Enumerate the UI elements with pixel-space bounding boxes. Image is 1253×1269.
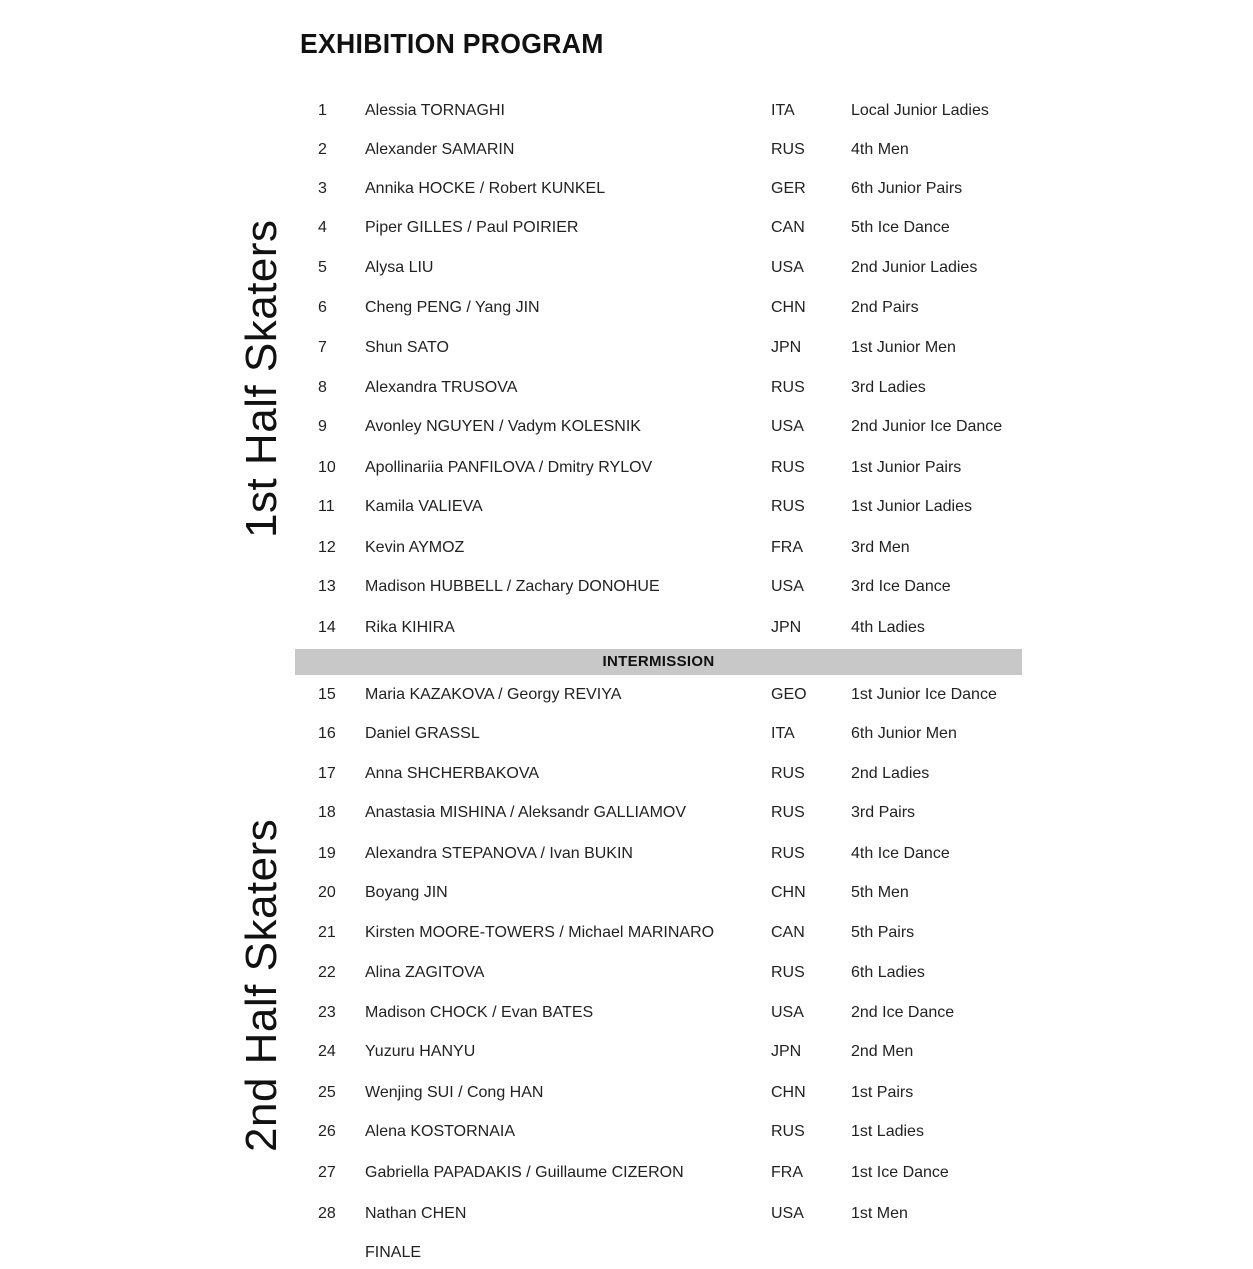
placement: 1st Pairs	[851, 1084, 914, 1101]
skate-order: 24	[318, 1043, 336, 1060]
program-row	[0, 1202, 1253, 1226]
placement: 3rd Ladies	[851, 379, 926, 396]
placement: 4th Ice Dance	[851, 845, 950, 862]
nation: RUS	[771, 964, 805, 981]
nation: JPN	[771, 1043, 802, 1060]
nation: USA	[771, 578, 804, 595]
skater-name: Shun SATO	[365, 339, 449, 356]
skater-name: Cheng PENG / Yang JIN	[365, 299, 540, 316]
program-row	[0, 1001, 1253, 1025]
placement: 2nd Junior Ice Dance	[851, 418, 1003, 435]
skater-name: Alexandra STEPANOVA / Ivan BUKIN	[365, 845, 633, 862]
program-row	[0, 1120, 1253, 1144]
skate-order: 1	[318, 102, 327, 119]
skate-order: 19	[318, 845, 336, 862]
program-row	[0, 683, 1253, 707]
skater-name: Gabriella PAPADAKIS / Guillaume CIZERON	[365, 1164, 684, 1181]
finale-label: FINALE	[365, 1244, 422, 1261]
program-row	[0, 961, 1253, 985]
program-row	[0, 842, 1253, 866]
program-row	[0, 801, 1253, 825]
nation: RUS	[771, 845, 805, 862]
skate-order: 20	[318, 884, 336, 901]
placement: 2nd Pairs	[851, 299, 919, 316]
program-row	[0, 616, 1253, 640]
placement: 1st Men	[851, 1205, 908, 1222]
program-row	[0, 1040, 1253, 1064]
skate-order: 9	[318, 418, 327, 435]
nation: RUS	[771, 765, 805, 782]
skater-name: Nathan CHEN	[365, 1205, 467, 1222]
skater-name: Madison HUBBELL / Zachary DONOHUE	[365, 578, 660, 595]
nation: CAN	[771, 924, 805, 941]
nation: RUS	[771, 1123, 805, 1140]
nation: USA	[771, 1004, 804, 1021]
placement: 5th Pairs	[851, 924, 915, 941]
skater-name: Kevin AYMOZ	[365, 539, 465, 556]
program-row	[0, 336, 1253, 360]
nation: USA	[771, 1205, 804, 1222]
placement: 2nd Men	[851, 1043, 914, 1060]
placement: 3rd Ice Dance	[851, 578, 951, 595]
placement: 4th Ladies	[851, 619, 925, 636]
program-row	[0, 536, 1253, 560]
placement: 1st Junior Pairs	[851, 459, 962, 476]
skater-name: Apollinariia PANFILOVA / Dmitry RYLOV	[365, 459, 653, 476]
skate-order: 12	[318, 539, 336, 556]
skate-order: 18	[318, 804, 336, 821]
program-row	[0, 881, 1253, 905]
nation: GER	[771, 180, 806, 197]
skate-order: 15	[318, 686, 336, 703]
program-row	[0, 376, 1253, 400]
skate-order: 14	[318, 619, 336, 636]
skate-order: 3	[318, 180, 327, 197]
skate-order: 2	[318, 141, 327, 158]
program-row	[0, 456, 1253, 480]
skater-name: Wenjing SUI / Cong HAN	[365, 1084, 544, 1101]
nation: ITA	[771, 102, 795, 119]
nation: ITA	[771, 725, 795, 742]
program-row	[0, 1161, 1253, 1185]
nation: RUS	[771, 379, 805, 396]
skater-name: Madison CHOCK / Evan BATES	[365, 1004, 594, 1021]
nation: RUS	[771, 498, 805, 515]
program-row	[0, 256, 1253, 280]
skater-name: Alina ZAGITOVA	[365, 964, 485, 981]
program-row	[0, 921, 1253, 945]
skater-name: Rika KIHIRA	[365, 619, 455, 636]
program-row	[0, 722, 1253, 746]
placement: 2nd Ice Dance	[851, 1004, 955, 1021]
placement: 6th Ladies	[851, 964, 925, 981]
skater-name: Anastasia MISHINA / Aleksandr GALLIAMOV	[365, 804, 687, 821]
nation: USA	[771, 259, 804, 276]
placement: 2nd Junior Ladies	[851, 259, 978, 276]
nation: CHN	[771, 1084, 806, 1101]
skater-name: Boyang JIN	[365, 884, 448, 901]
first-half-label: 1st Half Skaters	[237, 219, 286, 538]
nation: USA	[771, 418, 804, 435]
skate-order: 5	[318, 259, 327, 276]
nation: FRA	[771, 1164, 803, 1181]
skater-name: Avonley NGUYEN / Vadym KOLESNIK	[365, 418, 641, 435]
skater-name: Kamila VALIEVA	[365, 498, 483, 515]
skate-order: 28	[318, 1205, 336, 1222]
nation: CHN	[771, 884, 806, 901]
placement: 1st Junior Ladies	[851, 498, 972, 515]
placement: 5th Ice Dance	[851, 219, 950, 236]
skate-order: 25	[318, 1084, 336, 1101]
skate-order: 11	[318, 498, 335, 515]
skater-name: Alena KOSTORNAIA	[365, 1123, 515, 1140]
page-title: EXHIBITION PROGRAM	[300, 28, 604, 59]
second-half-label: 2nd Half Skaters	[237, 818, 286, 1152]
placement: 6th Junior Pairs	[851, 180, 963, 197]
placement: Local Junior Ladies	[851, 102, 989, 119]
placement: 2nd Ladies	[851, 765, 930, 782]
skate-order: 13	[318, 578, 336, 595]
nation: RUS	[771, 141, 805, 158]
nation: JPN	[771, 619, 802, 636]
placement: 3rd Men	[851, 539, 910, 556]
program-row	[0, 99, 1253, 123]
skater-name: Piper GILLES / Paul POIRIER	[365, 219, 579, 236]
skate-order: 17	[318, 765, 336, 782]
skate-order: 6	[318, 299, 327, 316]
nation: CHN	[771, 299, 806, 316]
skate-order: 26	[318, 1123, 336, 1140]
program-row	[0, 495, 1253, 519]
skate-order: 16	[318, 725, 336, 742]
nation: JPN	[771, 339, 802, 356]
placement: 1st Ladies	[851, 1123, 924, 1140]
placement: 6th Junior Men	[851, 725, 957, 742]
program-row	[0, 177, 1253, 201]
skater-name: Alexandra TRUSOVA	[365, 379, 518, 396]
intermission-banner: INTERMISSION	[295, 649, 1022, 675]
placement: 1st Junior Men	[851, 339, 956, 356]
program-row	[0, 216, 1253, 240]
nation: GEO	[771, 686, 807, 703]
skate-order: 27	[318, 1164, 336, 1181]
nation: RUS	[771, 459, 805, 476]
program-row	[0, 138, 1253, 162]
placement: 1st Ice Dance	[851, 1164, 949, 1181]
skater-name: Kirsten MOORE-TOWERS / Michael MARINARO	[365, 924, 715, 941]
skater-name: Maria KAZAKOVA / Georgy REVIYA	[365, 686, 622, 703]
skate-order: 4	[318, 219, 327, 236]
skate-order: 21	[318, 924, 336, 941]
placement: 1st Junior Ice Dance	[851, 686, 997, 703]
skater-name: Daniel GRASSL	[365, 725, 480, 742]
placement: 3rd Pairs	[851, 804, 916, 821]
skate-order: 23	[318, 1004, 336, 1021]
skate-order: 7	[318, 339, 327, 356]
nation: CAN	[771, 219, 805, 236]
skater-name: Alexander SAMARIN	[365, 141, 515, 158]
skater-name: Annika HOCKE / Robert KUNKEL	[365, 180, 606, 197]
skate-order: 8	[318, 379, 327, 396]
program-row	[0, 296, 1253, 320]
placement: 4th Men	[851, 141, 909, 158]
program-row	[0, 575, 1253, 599]
nation: RUS	[771, 804, 805, 821]
skate-order: 10	[318, 459, 336, 476]
program-row	[0, 415, 1253, 439]
skater-name: Alessia TORNAGHI	[365, 102, 505, 119]
skate-order: 22	[318, 964, 336, 981]
skater-name: Anna SHCHERBAKOVA	[365, 765, 539, 782]
nation: FRA	[771, 539, 803, 556]
program-row	[0, 762, 1253, 786]
placement: 5th Men	[851, 884, 909, 901]
skater-name: Alysa LIU	[365, 259, 434, 276]
program-row	[0, 1081, 1253, 1105]
skater-name: Yuzuru HANYU	[365, 1043, 476, 1060]
